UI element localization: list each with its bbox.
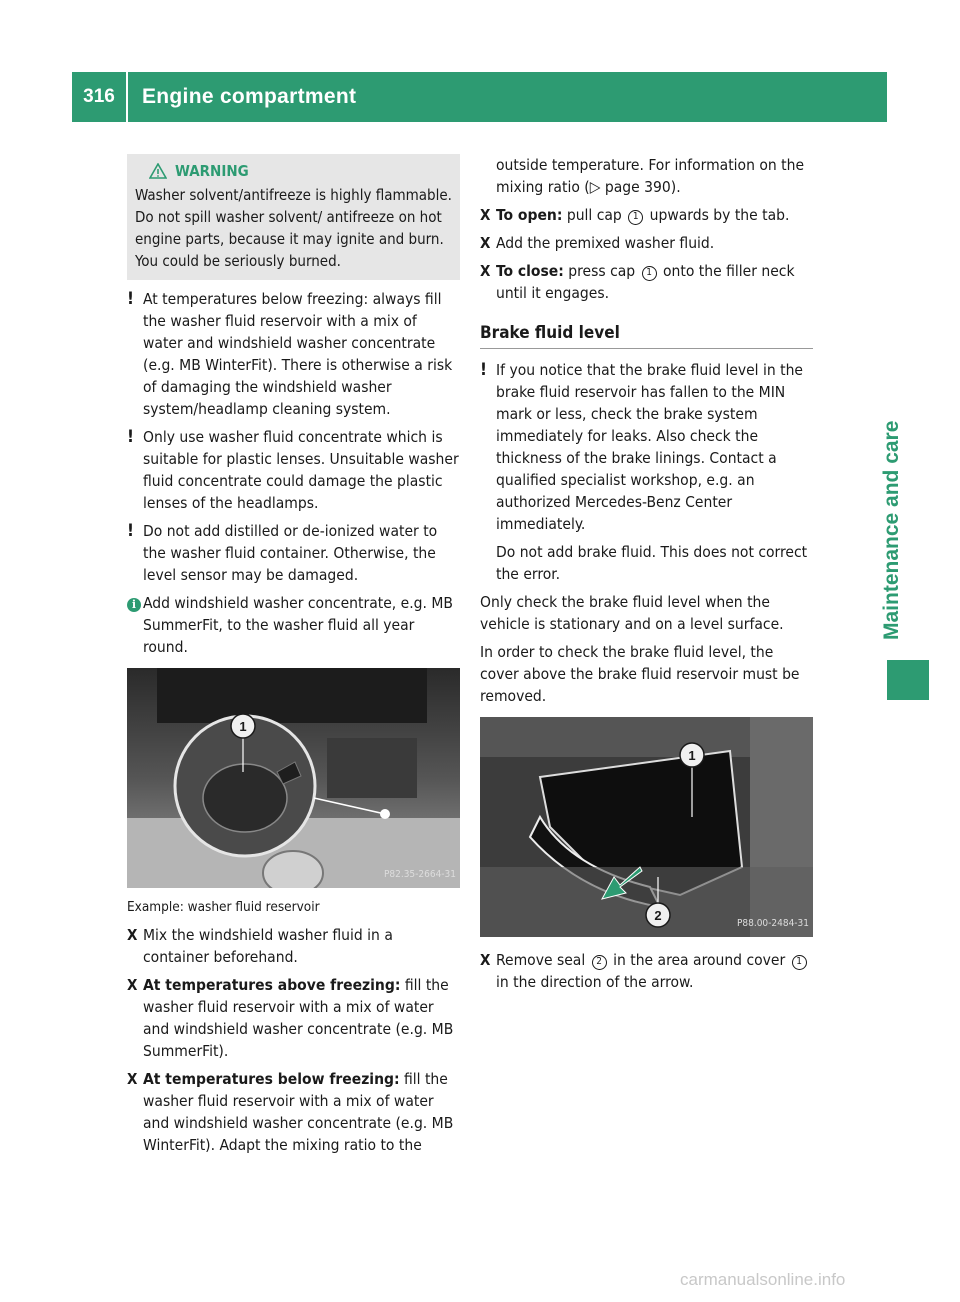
exclamation-icon: ! [127,289,134,309]
section-label: Maintenance and care [880,420,903,640]
step-arrow-icon: X [480,234,491,252]
callout-1-icon: 1 [792,955,807,970]
note-text: Do not add distilled or de-ionized water to the washer fluid container. Otherwise, the level sensor may be damaged. [143,522,438,584]
paragraph: Only check the brake fluid level when the vehicle is stationary and on a level surface. [480,593,784,633]
exclamation-icon: ! [127,521,134,541]
exclamation-icon: ! [127,427,134,447]
note-item [127,426,460,514]
callout-1-icon: 1 [628,210,643,225]
step-text: in the direction of the arrow. [496,973,694,991]
brake-cover-illustration [480,717,813,937]
step-text: Remove seal [496,951,590,969]
info-icon: i [127,598,141,612]
note-text: Do not add brake fluid. This does not correct the error. [496,543,808,583]
step-text: press cap [563,262,640,280]
brake-reservoir-photo [480,717,813,937]
step-label: At temperatures below freezing: [143,1070,400,1088]
step-item [127,1068,460,1156]
step-item [480,204,813,226]
step-label: To open: [496,206,563,224]
note-item [127,520,460,586]
note-item [480,359,813,585]
right-column [480,154,813,999]
page-ref-arrow-icon: ▷ [589,178,601,196]
exclamation-icon: ! [480,360,487,380]
step-label: At temperatures above freezing: [143,976,401,994]
step-item [127,924,460,968]
note-text: If you notice that the brake fluid level in the brake fluid reservoir has fallen to the MIN mark or less, check the brake system immediately for leaks. Also check the thickness of the brake linings. Contact a qualified specialist workshop, e.g. an authorized Mercedes-Benz Center immediately. [496,361,803,533]
step-arrow-icon: X [480,262,491,280]
step-arrow-icon: X [127,976,138,994]
continued-text-b: page 390). [600,178,681,196]
warning-heading [149,160,452,182]
callout-1-icon: 1 [642,266,657,281]
page-number: 316 [83,86,115,107]
photo-callout-2: 2 [654,908,662,923]
step-text: fill the washer fluid reservoir with a mix of water and windshield washer concentrate (e.g. MB WinterFit). Adapt the mixing ratio to the [143,1070,454,1154]
info-text: Add windshield washer concentrate, e.g. MB SummerFit, to the washer fluid all year round. [143,594,453,656]
washer-reservoir-photo [127,668,460,888]
step-arrow-icon: X [127,926,138,944]
page-title: Engine compartment [142,85,357,108]
continued-text [496,154,813,198]
step-item [480,949,813,993]
photo-code: P88.00-2484-31 [736,918,809,929]
paragraph: In order to check the brake fluid level, the cover above the brake fluid reservoir must be removed. [480,643,800,705]
warning-box [127,154,460,280]
step-item [480,260,813,304]
warning-triangle-icon [149,163,167,179]
warning-text: Washer solvent/antifreeze is highly flammable. Do not spill washer solvent/ antifreeze on hot engine parts, because it may ignite and burn. You could be seriously burned. [135,186,452,270]
step-text: fill the washer fluid reservoir with a mix of water and windshield washer concentrate (e.g. MB SummerFit). [143,976,454,1060]
step-text: in the area around cover [608,951,790,969]
note-text: Only use washer fluid concentrate which is suitable for plastic lenses. Unsuitable washer fluid concentrate could damage the plastic lenses of the headlamps. [143,428,459,512]
left-column [127,154,460,1162]
step-arrow-icon: X [480,206,491,224]
footer-watermark: carmanualsonline.info [680,1270,846,1289]
note-text: At temperatures below freezing: always fill the washer fluid reservoir with a mix of water and windshield washer concentrate (e.g. MB WinterFit). There is otherwise a risk of damaging the windshield washer system/headlamp cleaning system. [143,290,453,418]
photo-caption: Example: washer fluid reservoir [127,899,320,915]
step-arrow-icon: X [480,951,491,969]
section-marker [887,660,929,700]
engine-bay-illustration [127,668,460,888]
callout-2-icon: 2 [592,955,607,970]
step-label: To close: [496,262,564,280]
page-header [72,72,887,122]
step-text: onto the filler neck until it engages. [496,262,795,302]
step-text: Mix the windshield washer fluid in a container beforehand. [143,926,393,966]
info-item [127,592,460,658]
step-item [480,232,813,254]
continued-text-a: outside temperature. For information on the mixing ratio ( [496,156,805,196]
warning-title: WARNING [175,162,249,180]
step-arrow-icon: X [127,1070,138,1088]
photo-callout-1: 1 [688,748,696,763]
step-text: pull cap [562,206,627,224]
step-item [127,974,460,1062]
section-heading: Brake fluid level [480,322,813,349]
photo-code: P82.35-2664-31 [383,869,456,880]
note-item [127,288,460,420]
step-text: upwards by the tab. [645,206,790,224]
photo-callout: 1 [239,719,247,734]
step-text: Add the premixed washer fluid. [496,234,715,252]
